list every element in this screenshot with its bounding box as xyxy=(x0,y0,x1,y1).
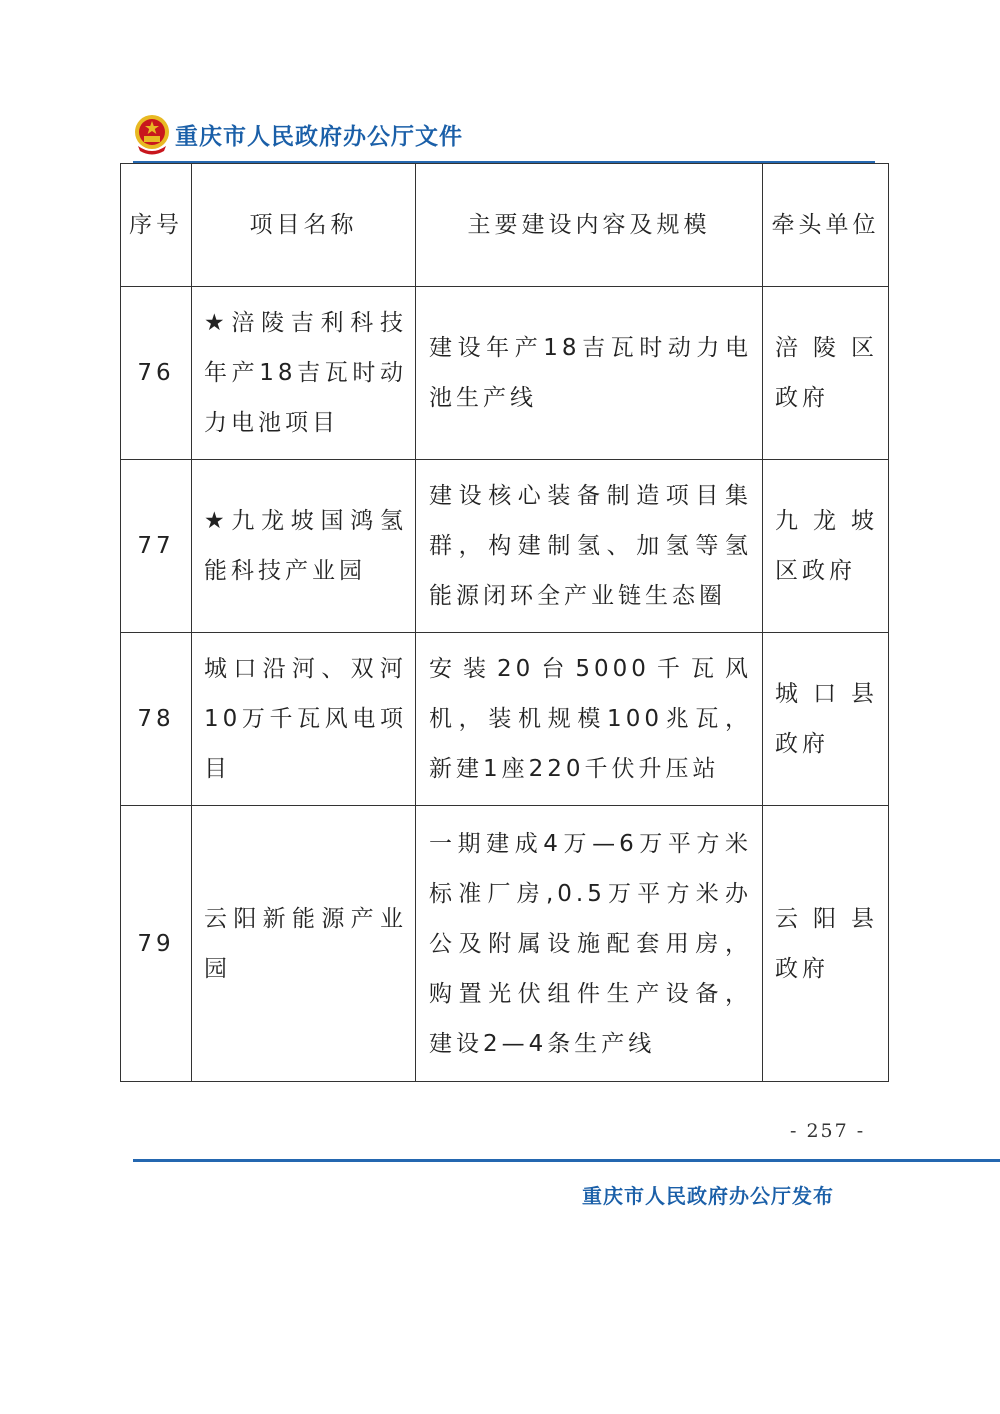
cell-no: 78 xyxy=(121,633,192,806)
cell-project-name: ★九龙坡国鸿氢能科技产业园 xyxy=(192,460,416,633)
footer-divider xyxy=(133,1159,1000,1162)
cell-project-name: 云阳新能源产业园 xyxy=(192,806,416,1082)
column-header-name: 项目名称 xyxy=(192,164,416,287)
table-row xyxy=(121,460,889,633)
table-row xyxy=(121,633,889,806)
cell-content: 建设核心装备制造项目集群，构建制氢、加氢等氢能源闭环全产业链生态圈 xyxy=(416,460,763,633)
table-row xyxy=(121,287,889,460)
column-header-no: 序号 xyxy=(121,164,192,287)
project-table xyxy=(120,163,889,1082)
table-header-row xyxy=(121,164,889,287)
national-emblem-icon xyxy=(133,112,171,156)
cell-lead-unit: 涪陵区政府 xyxy=(763,287,889,460)
cell-no: 76 xyxy=(121,287,192,460)
cell-content: 建设年产18吉瓦时动力电池生产线 xyxy=(416,287,763,460)
cell-no: 77 xyxy=(121,460,192,633)
page-number: - 257 - xyxy=(790,1120,866,1142)
cell-no: 79 xyxy=(121,806,192,1082)
cell-lead-unit: 城口县政府 xyxy=(763,633,889,806)
footer-publisher: 重庆市人民政府办公厅发布 xyxy=(582,1184,834,1208)
column-header-unit: 牵头单位 xyxy=(763,164,889,287)
document-header xyxy=(133,110,463,158)
table-row xyxy=(121,806,889,1082)
cell-content: 安装20台5000千瓦风机，装机规模100兆瓦，新建1座220千伏升压站 xyxy=(416,633,763,806)
cell-project-name: 城口沿河、双河10万千瓦风电项目 xyxy=(192,633,416,806)
cell-content: 一期建成4万—6万平方米标准厂房,0.5万平方米办公及附属设施配套用房，购置光伏组件生产设备，建设2—4条生产线 xyxy=(416,806,763,1082)
cell-lead-unit: 云阳县政府 xyxy=(763,806,889,1082)
cell-project-name: ★涪陵吉利科技年产18吉瓦时动力电池项目 xyxy=(192,287,416,460)
column-header-content: 主要建设内容及规模 xyxy=(416,164,763,287)
document-header-title: 重庆市人民政府办公厅文件 xyxy=(175,122,463,150)
cell-lead-unit: 九龙坡区政府 xyxy=(763,460,889,633)
